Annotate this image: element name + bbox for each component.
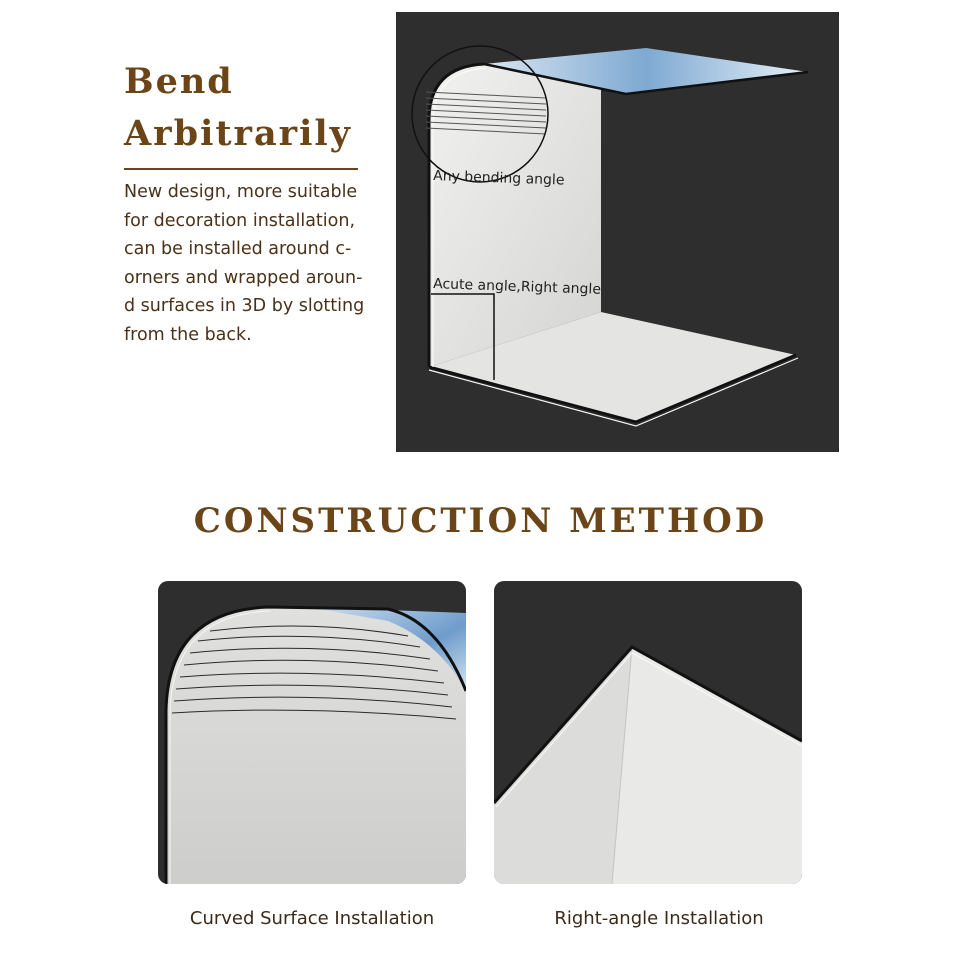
- curved-installation-caption: Curved Surface Installation: [189, 908, 435, 929]
- title-divider: [124, 168, 358, 170]
- bending-angle-label: Any bending angle: [432, 168, 565, 189]
- curved-installation-image: [158, 581, 466, 884]
- feature-description: New design, more suitable for decoration installation, can be installed around c- orners and wrapped aroun- d surfaces in 3D by slotting from the back.: [124, 182, 365, 345]
- bend-illustration: [396, 12, 839, 452]
- construction-method-heading: CONSTRUCTION METHOD: [193, 501, 768, 541]
- title-line-2: Arbitrarily: [124, 113, 353, 154]
- right-angle-installation-image: [494, 581, 802, 884]
- right-angle-installation-caption: Right-angle Installation: [554, 908, 764, 929]
- title-line-1: Bend: [124, 61, 234, 102]
- acute-right-angle-label: Acute angle,Right angle: [432, 276, 602, 298]
